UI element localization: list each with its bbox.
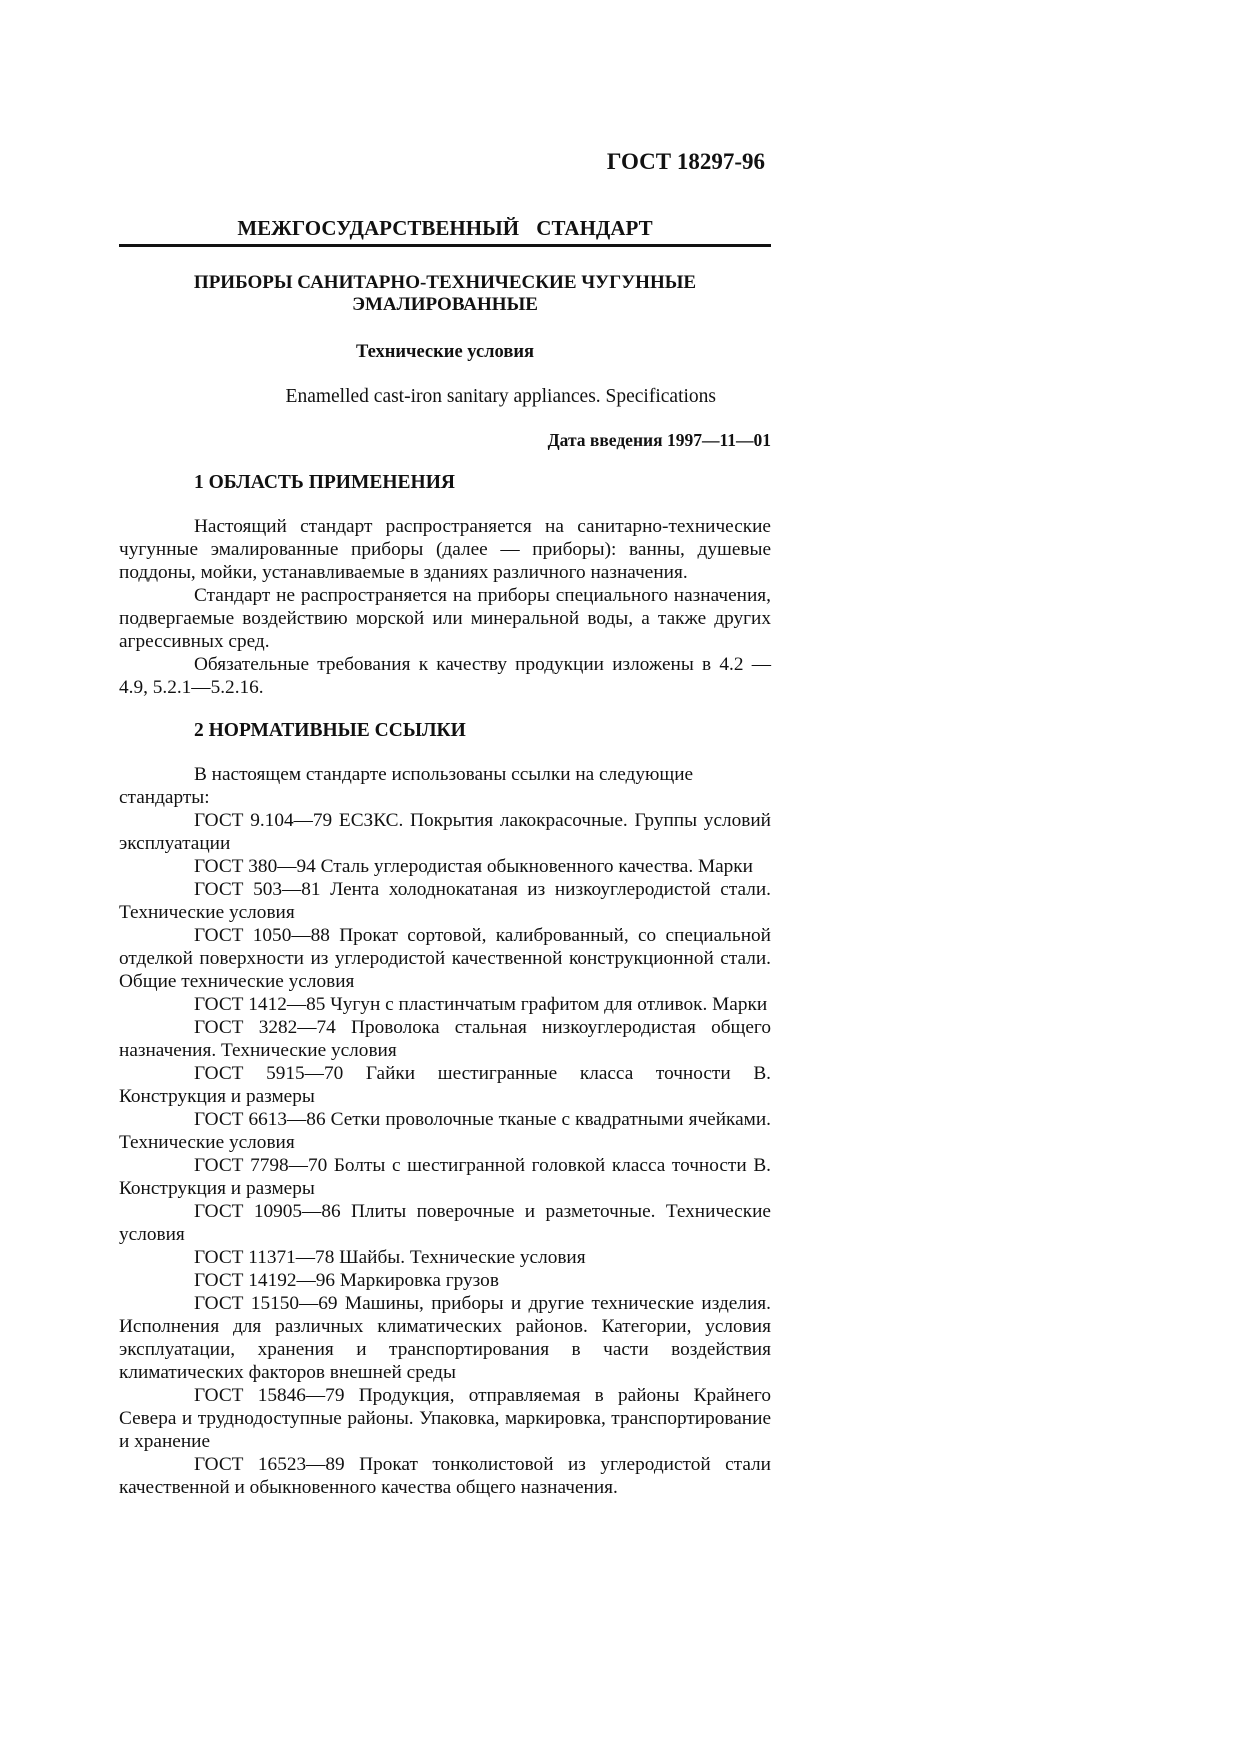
reference-item: ГОСТ 9.104—79 ЕСЗКС. Покрытия лакокрасочные. Группы условий эксплуатации xyxy=(119,810,771,854)
document-title: ПРИБОРЫ САНИТАРНО-ТЕХНИЧЕСКИЕ ЧУГУННЫЕ ЭМАЛИРОВАННЫЕ xyxy=(193,272,697,315)
section-normative-references xyxy=(119,719,771,1499)
document-page xyxy=(119,130,771,1499)
reference-item: ГОСТ 1412—85 Чугун с пластинчатым графитом для отливок. Марки xyxy=(194,994,768,1015)
introduction-date: Дата введения 1997—11—01 xyxy=(547,430,771,450)
paragraph: Стандарт не распространяется на приборы специального назначения, подвергаемые воздействию морской или минеральной воды, а также других агрессивных сред. xyxy=(119,585,771,652)
paragraph: В настоящем стандарте использованы ссылки на следующие стандарты: xyxy=(119,764,694,808)
paragraph: Обязательные требования к качеству продукции изложены в 4.2 —4.9, 5.2.1—5.2.16. xyxy=(119,654,771,698)
section-heading: 2 НОРМАТИВНЫЕ ССЫЛКИ xyxy=(194,720,466,741)
reference-item: ГОСТ 15150—69 Машины, приборы и другие технические изделия. Исполнения для различных климатических районов. Категории, условия эксплуатации, хранения и транспортирования в части воздействия климатических факторов внешней среды xyxy=(119,1293,771,1383)
reference-item: ГОСТ 503—81 Лента холоднокатаная из низкоуглеродистой стали. Технические условия xyxy=(119,879,771,923)
document-subtitle: Технические условия xyxy=(356,342,534,362)
reference-item: ГОСТ 1050—88 Прокат сортовой, калиброванный, со специальной отделкой поверхности из углеродистой качественной конструкционной стали. Общие технические условия xyxy=(119,925,771,992)
reference-item: ГОСТ 7798—70 Болты с шестигранной головкой класса точности В. Конструкция и размеры xyxy=(119,1155,771,1199)
reference-item: ГОСТ 5915—70 Гайки шестигранные класса точности В. Конструкция и размеры xyxy=(119,1063,771,1107)
document-code: ГОСТ 18297-96 xyxy=(606,149,765,174)
english-title: Enamelled cast-iron sanitary appliances. Specifications xyxy=(285,386,716,407)
reference-item: ГОСТ 380—94 Сталь углеродистая обыкновенного качества. Марки xyxy=(194,856,753,877)
paragraph: Настоящий стандарт распространяется на санитарно-технические чугунные эмалированные приборы (далее — приборы): ванны, душевые поддоны, мойки, устанавливаемые в зданиях различного назначения. xyxy=(119,516,771,583)
reference-item: ГОСТ 10905—86 Плиты поверочные и разметочные. Технические условия xyxy=(119,1201,771,1245)
reference-item: ГОСТ 6613—86 Сетки проволочные тканые с квадратными ячейками. Технические условия xyxy=(119,1109,771,1153)
reference-item: ГОСТ 3282—74 Проволока стальная низкоуглеродистая общего назначения. Технические условия xyxy=(119,1017,771,1061)
standard-type-heading: МЕЖГОСУДАРСТВЕННЫЙ СТАНДАРТ xyxy=(119,215,771,247)
section-scope xyxy=(119,471,771,699)
section-heading: 1 ОБЛАСТЬ ПРИМЕНЕНИЯ xyxy=(194,472,455,493)
reference-item: ГОСТ 11371—78 Шайбы. Технические условия xyxy=(194,1247,586,1268)
reference-item: ГОСТ 15846—79 Продукция, отправляемая в районы Крайнего Севера и труднодоступные районы. Упаковка, маркировка, транспортирование и хранение xyxy=(119,1385,771,1452)
reference-item: ГОСТ 16523—89 Прокат тонколистовой из углеродистой стали качественной и обыкновенного качества общего назначения. xyxy=(119,1454,771,1498)
reference-item: ГОСТ 14192—96 Маркировка грузов xyxy=(194,1270,499,1291)
